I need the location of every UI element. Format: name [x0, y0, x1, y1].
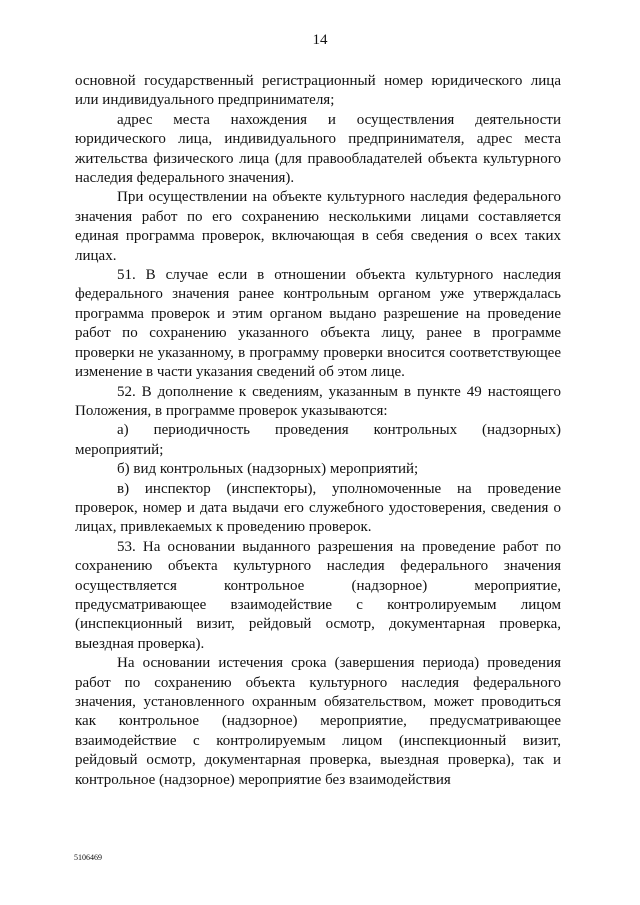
paragraph-52-v: в) инспектор (инспекторы), уполномоченные на проведение проверок, номер и дата выдачи его служебного удостоверения, сведения о лицах, привлекаемых к проведению проверок. [75, 480, 561, 536]
paragraph-ogrn-continuation: основной государственный регистрационный номер юридического лица или индивидуального предпринимателя; [75, 73, 561, 109]
paragraph-51: 51. В случае если в отношении объекта культурного наследия федерального значения ранее контрольным органом уже утверждалась программа проверок и этим органом выдано разрешение на проведение работ по сохранению указанного объекта лицу, ранее в программе проверки не указанному, в программу проверки вносится соответствующее изменение в части указания сведений об этом лице. [75, 267, 561, 381]
document-body [75, 72, 561, 790]
document-code: 5106469 [74, 853, 102, 862]
paragraph-52-a: а) периодичность проведения контрольных (надзорных) мероприятий; [75, 422, 561, 458]
paragraph-53-continuation: На основании истечения срока (завершения периода) проведения работ по сохранению объекта культурного наследия федерального значения, установленного охранным обязательством, может проводиться как контрольное (надзорное) мероприятие, предусматривающее взаимодействие с контролируемым лицом (инспекционный визит, рейдовый осмотр, документарная проверка, выездная проверка), так и контрольное (надзорное) мероприятие без взаимодействия [75, 655, 561, 788]
paragraph-52-b: б) вид контрольных (надзорных) мероприятий; [117, 461, 419, 478]
paragraph-52: 52. В дополнение к сведениям, указанным в пункте 49 настоящего Положения, в программе проверок указываются: [75, 383, 561, 419]
paragraph-address: адрес места нахождения и осуществления деятельности юридического лица, индивидуального предпринимателя, адрес места жительства физического лица (для правообладателей объекта культурного наследия федерального значения). [75, 111, 561, 187]
paragraph-53: 53. На основании выданного разрешения на проведение работ по сохранению объекта культурного наследия федерального значения осуществляется контрольное (надзорное) мероприятие, предусматривающее взаимодействие с контролируемым лицом (инспекционный визит, рейдовый осмотр, документарная проверка, выездная проверка). [75, 538, 561, 652]
paragraph-multiple-persons: При осуществлении на объекте культурного наследия федерального значения работ по его сохранению несколькими лицами составляется единая программа проверок, включающая в себя сведения о всех таких лицах. [75, 189, 561, 264]
page-number: 14 [312, 32, 328, 48]
